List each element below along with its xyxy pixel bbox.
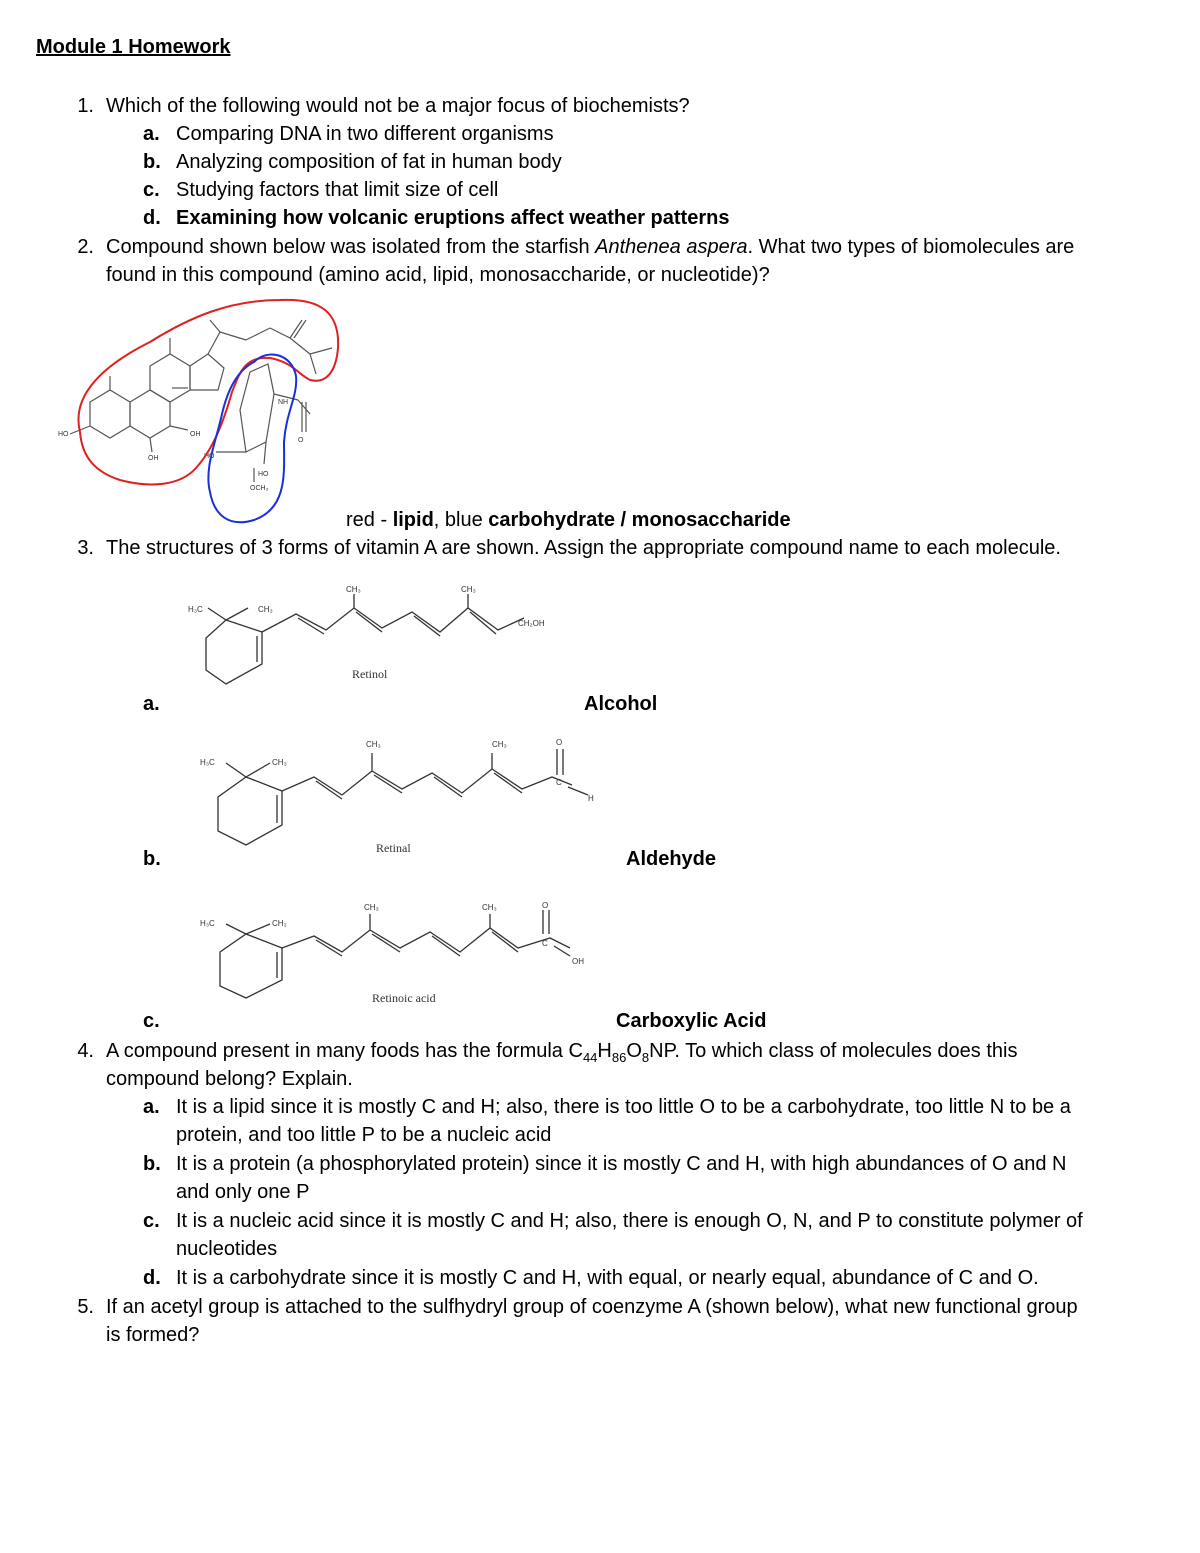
q1-option-b: Analyzing composition of fat in human body [176,151,562,173]
retinal-structure [196,735,616,860]
q1-option-d-letter: d. [143,207,161,229]
retinal-label-ch3-a: CH₃ [272,758,287,767]
q4-line2: compound belong? Explain. [106,1068,353,1090]
retinal-label-h3c: H₃C [200,758,215,767]
retinal-caption: Retinal [376,841,411,855]
retinoic-label-ch3-b: CH₃ [364,903,379,912]
q1-option-d-answer: Examining how volcanic eruptions affect weather patterns [176,207,730,229]
label-nh: NH [278,399,289,406]
ring-b [130,390,170,438]
retinoic-label-ch3-c: CH₃ [482,903,497,912]
retinol-label-h3c: H₃C [188,605,203,614]
label-oh-a: OH [148,455,159,462]
retinal-end-group: H [588,794,594,803]
retinoic-acid-caption: Retinoic acid [372,991,436,1005]
formula-h: H [597,1040,612,1062]
q3-item-c-letter: c. [143,1010,160,1032]
label-och3: OCH₃ [250,485,269,492]
formula-sub-o: 8 [641,1050,650,1065]
label-ho-left: HO [58,431,69,438]
q3-item-a-letter: a. [143,693,160,715]
q4-number: 4. [77,1040,94,1062]
q2-number: 2. [77,236,94,258]
q4-line1-rest: NP. To which class of molecules does this [649,1040,1018,1062]
ring-d [190,354,224,390]
q5-line2: is formed? [106,1324,200,1346]
q3-text: The structures of 3 forms of vitamin A are shown. Assign the appropriate compound name to each molecule. [106,537,1061,559]
retinal-label-o: O [556,738,563,747]
q4-option-c-line2: nucleotides [176,1238,278,1260]
q1-text: Which of the following would not be a major focus of biochemists? [106,95,690,117]
q2-line2: found in this compound (amino acid, lipid, monosaccharide, or nucleotide)? [106,264,770,286]
q4-line1-text: A compound present in many foods has the formula C [106,1040,583,1062]
q4-option-a-line1: It is a lipid since it is mostly C and H; also, there is too little O to be a carbohydrate, too little N to be a [176,1096,1071,1118]
q1-option-b-letter: b. [143,151,161,173]
retinol-label-ch3-c: CH₃ [461,585,476,594]
q2-answer [346,509,791,532]
q4-option-d-letter: d. [143,1267,161,1289]
ring-a [90,390,130,438]
retinoic-label-h3c: H₃C [200,919,215,928]
q4-option-c-line1: It is a nucleic acid since it is mostly C and H; also, there is enough O, N, and P to constitute polymer of [176,1210,1083,1232]
retinol-label-ch3-a: CH₃ [258,605,273,614]
q2-line1 [106,236,1074,259]
q2-line1-text: Compound shown below was isolated from the starfish [106,236,596,258]
carbohydrate-outline [208,354,296,522]
q4-option-a-letter: a. [143,1096,160,1118]
page-title: Module 1 Homework [36,36,231,58]
q5-number: 5. [77,1296,94,1318]
q2-answer-pre: red - [346,509,393,531]
q4-option-b-line2: and only one P [176,1181,310,1203]
retinoic-label-o: O [542,901,549,910]
retinoic-label-c: C [542,939,548,948]
q2-species-name: Anthenea aspera [595,236,748,258]
q1-option-c: Studying factors that limit size of cell [176,179,499,201]
q3-item-b-answer: Aldehyde [626,848,717,870]
q5-line1: If an acetyl group is attached to the sulfhydryl group of coenzyme A (shown below), what new functional group [106,1296,1078,1318]
formula-o: O [626,1040,642,1062]
q4-option-c-letter: c. [143,1210,160,1232]
label-ho-sugar: HO [204,453,215,460]
q4-option-d-line1: It is a carbohydrate since it is mostly C and H, with equal, or nearly equal, abundance of C and O. [176,1267,1039,1289]
formula-sub-h: 86 [611,1050,627,1065]
retinol-ring [206,620,262,684]
q1-option-c-letter: c. [143,179,160,201]
retinoic-end-group: OH [572,957,584,966]
label-oh-b: OH [190,431,201,438]
q3-item-a-answer: Alcohol [584,693,658,715]
retinal-label-c: C [556,778,562,787]
q3-item-c-answer: Carboxylic Acid [616,1010,767,1032]
q2-answer-lipid: lipid [392,509,434,531]
q3-number: 3. [77,537,94,559]
ring-c [150,354,190,402]
retinal-label-ch3-c: CH₃ [492,740,507,749]
sugar-ring [240,364,274,452]
q1-option-a-letter: a. [143,123,160,145]
q2-line1-rest: . What two types of biomolecules are [747,236,1075,258]
q4-option-a-line2: protein, and too little P to be a nucleic acid [176,1124,552,1146]
q3-item-b-letter: b. [143,848,161,870]
q2-answer-carbohydrate: carbohydrate / monosaccharide [488,509,791,531]
q1-option-a: Comparing DNA in two different organisms [176,123,554,145]
retinol-label-ch3-b: CH₃ [346,585,361,594]
starfish-compound-structure [40,292,350,532]
label-ho-sugar2: HO [258,471,269,478]
q4-option-b-line1: It is a protein (a phosphorylated protein) since it is mostly C and H, with high abundances of O and N [176,1153,1067,1175]
q4-option-b-letter: b. [143,1153,161,1175]
retinol-caption: Retinol [352,667,388,681]
retinol-structure [176,580,576,690]
q4-line1 [106,1040,1017,1065]
retinoic-acid-ring [220,934,282,998]
retinoic-label-ch3-a: CH₃ [272,919,287,928]
q1-number: 1. [77,95,94,117]
retinoic-acid-structure [196,900,616,1010]
retinol-end-group: CH₂OH [518,619,545,628]
retinal-label-ch3-b: CH₃ [366,740,381,749]
retinal-ring [218,777,282,845]
formula-sub-c: 44 [582,1050,598,1065]
label-o: O [298,437,304,444]
q2-answer-mid: , blue [433,509,489,531]
